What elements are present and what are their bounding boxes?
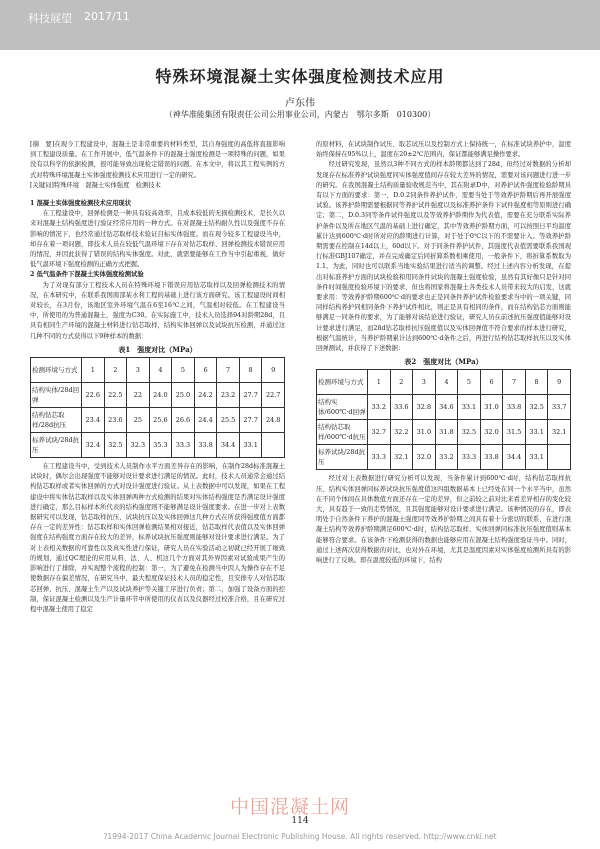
table-row (317, 420, 571, 445)
table-cell: 33.3 (458, 445, 481, 470)
table-row-label: 标养试块/28d抗压 (31, 433, 82, 458)
table-header-cell: 2 (390, 370, 413, 395)
table-row-label: 结构实体/28d回弹 (31, 383, 82, 408)
table-header-cell: 8 (239, 358, 262, 383)
table-header-cell: 4 (149, 358, 172, 383)
table-cell: 33.8 (503, 395, 526, 420)
table-cell: 33.3 (172, 433, 195, 458)
table-header-cell: 5 (458, 370, 481, 395)
table-header-row (317, 370, 571, 395)
table-cell: 32.5 (104, 433, 127, 458)
table-row (317, 395, 571, 420)
table-cell (262, 433, 285, 458)
table-cell: 35.3 (149, 433, 172, 458)
table-cell: 33.1 (458, 395, 481, 420)
table-header-cell: 7 (503, 370, 526, 395)
paragraph: 为了对现有部分工程技术人员在特殊环境下错误应用钻芯取样以及回弹检测技术的情况，在本研究中，在联系我国南部某水利工程的基础上进行该方面研究。该工程建设时间相对较长，在3月份，该地区室外环境气温在6至16℃之间，气温相对较低。在工程建设当中，所使用的为普通混凝土，强度为C30。在实际施工中，技术人员选择94对龄期28d，且具有相同生产环境的混凝土材料进行钻芯取样，结构实体回弹以及试块抗压检测，并通过这几种不同的方式获得以下9种样本的数据： (30, 281, 285, 340)
table1-caption: 表1 强度对比（MPa） (118, 344, 197, 354)
table-cell: 26.6 (172, 408, 195, 433)
table-cell: 33.7 (548, 395, 571, 420)
table-header-row (31, 358, 285, 383)
article-author: 卢东伟 (285, 98, 315, 109)
table-header-cell: 1 (82, 358, 105, 383)
table-cell: 33.2 (368, 395, 391, 420)
table2-caption: 表2 强度对比（MPa） (404, 357, 483, 367)
table-cell: 32.1 (390, 445, 413, 470)
table-header-cell: 2 (104, 358, 127, 383)
left-column (30, 140, 285, 615)
table-cell: 32.7 (368, 420, 391, 445)
table-cell: 25.0 (172, 383, 195, 408)
table-cell: 25.5 (217, 408, 240, 433)
right-column (316, 140, 571, 566)
table-cell: 33.8 (194, 433, 217, 458)
table-cell: 22 (127, 383, 150, 408)
table-cell: 31.0 (480, 395, 503, 420)
table-cell: 33.2 (435, 445, 458, 470)
table-cell: 32.5 (458, 420, 481, 445)
table2 (316, 369, 571, 470)
table-cell: 32.4 (82, 433, 105, 458)
table-cell: 23.2 (217, 383, 240, 408)
table-cell: 32.5 (525, 395, 548, 420)
paragraph: 经过对上表数据进行研究分析可以发现，当条件累计到600℃·d时，结构钻芯取样抗压、结构实体回弹同标养试块抗压强度值这四组数据基本上已经处在同一个水平当中，虽然在不同个体间在具体数值方面还存在一定的差异，但之前较之前对比来看差异相存的变化较大，具有趋于一致的走势情况，且其强度能够对设计要求进行满足。该种情况的存在，即表明处于自然条件下养护的混凝土强度同等效养护龄期之间具有着十分密切的联系，在进行混凝土结构等效养护龄期满足600℃·d时，结构钻芯取样、实体回弹同标准抗压强度值则基本能够符合要求。在该条件下检测获得的数据也能够应用在混凝土结构强度验证当中。同时，通过上述两次获得数据的对比，也对外在环境，尤其是温度因素对实体强度检测所具有的影响进行了反映。即在温度较低的环境下，结构 (316, 475, 571, 565)
table-cell: 33.3 (368, 445, 391, 470)
table-row-label: 结构钻芯取样/28d抗压 (31, 408, 82, 433)
paragraph: 在工程建设中，回弹检测是一种具有较高效率，且成本较低的无损检测技术，是长久以来对混凝土结构强度进行验证经常应用的一种方式。在对混凝土结构耐久性以及强度不存在影响的情况下，也经常通过钻芯取样技术验证目标实体强度。而在现今较多工程建设当中，却存在着一项问题，即技术人员在较低气温环境下存在对钻芯取样、回弹检测技术错误应用的情况，并因此获得了错误的结构实体强度。对此，就需要能够在工作当中引起重视，做好低气温环境下强度检测的正确方式把握。 (30, 210, 285, 269)
article-title: 特殊环境混凝土实体强度检测技术应用 (155, 67, 445, 86)
table-cell: 24.8 (262, 408, 285, 433)
table-cell: 32.1 (548, 420, 571, 445)
table-cell: 24.0 (149, 383, 172, 408)
table-cell: 33.1 (525, 445, 548, 470)
copyright-footer: ?1994-2017 China Academic Journal Electronic Publishing House. All rights reserved. http://www.cnki.net (103, 832, 497, 841)
table-header-cell: 9 (262, 358, 285, 383)
table-header-cell: 3 (413, 370, 436, 395)
table-cell: 27.7 (239, 408, 262, 433)
table-cell: 24.4 (194, 408, 217, 433)
journal-issue: 2017/11 (84, 10, 130, 23)
table-header-cell: 9 (548, 370, 571, 395)
table-cell: 33.1 (239, 433, 262, 458)
paragraph: 经过研究发现，虽然以3种不同方式的样本龄期都达到了28d，但经过对数据的分析却发现存在标准养护试块强度同实体强度值间存在较大差异的情况，需要对该问题进行进一步的研究。在我国混凝土结构质量验收规范当中，其在附录D中，对养护试件强度检验龄期具有以下方面的要求：第一，D.0.2同条件养护试件，需要当处于等效养护龄期后再开展强度试验。该养护龄期需要根据同等养护试件强度以及标准养护条件下试件强度相等原则进行确定；第二，D.0.3同等条件试件强度以及等效养护龄期作为代表值，需要在充分联系实际养护条件以及所在地区气温的基础上进行确定，其中等效养护龄期方面，可以按照日平均温度累计达到600℃·d时所对应的龄期进行计算，对于处于0℃以下的不需要计入。等效养护龄期需要在控制在14d以上，60d以下。对于同条件养护试件，其强度代表值需要联系我国现行标准GBJ107确定，并在完成确定后同折算系数相乘使用，一般条件下，将折算系数取为1.1。为此，同时也可以联系当地实验结果进行适当的调整。经过上述内容分析发现，在提出对标准养护方面的试块检验和用同条件试块的混凝土强度检验，虽然有其好像只是针对同条件时间强度检验环境下的要求，但也将国家将混凝土各类技术人员带来较大的启发，这就要求用：等效养护龄期600℃·d的要求也正是同条件养护试件检验要求当中的一项关键，同同样结构养护同相同条件下养护试件相比，则正是具有相同的条件，而在结构钻芯方面则能够满足一同条件的要求，为了能够对该结论进行验证，研究人员在前述抗压强度值能够对设计要求进行满足，而28d钻芯取样抗压强度值以及实体回弹值不符合要求的样本进行研究，根据气温统计，当养护龄期累计达到600℃·d条件之后，再进行结构钻芯取样抗压以及实体回弹测试，并获得了下述数据： (316, 161, 571, 353)
table-header-cell: 6 (480, 370, 503, 395)
journal-name: 科技展望 (28, 12, 72, 25)
table-header-cell: 3 (127, 358, 150, 383)
table-cell: 23.6 (104, 408, 127, 433)
section-heading: 1 混凝土实体强度检测技术应用现状 (30, 200, 132, 208)
table-cell: 32.2 (390, 420, 413, 445)
watermark-text: 中国混凝土网 (230, 796, 351, 818)
table-header-cell: 5 (172, 358, 195, 383)
table-row-label: 标养试块/28d抗压 (317, 445, 368, 470)
table-cell: 22.5 (104, 383, 127, 408)
table-header-cell: 6 (194, 358, 217, 383)
journal-header-band (0, 0, 600, 50)
table-row (31, 408, 285, 433)
table-header-cell: 7 (217, 358, 240, 383)
abstract: [摘 要]在现今工程建设中，混凝土是非常重要的材料类型，其自身强度的高低将直接影响到工程建设质量。在工作开展中，低气温条件下的混凝土强度检测是一项特殊的问题，如果没有以科学的依据检测，很可能导致出现检定错误的问题。在本文中，将以其工程实例的方式对特殊环境混凝土实体强度检测技术应用进行一定的研究。 (30, 141, 285, 179)
table1 (30, 357, 285, 458)
table-cell: 25 (127, 408, 150, 433)
table-row (31, 433, 285, 458)
table-row (31, 383, 285, 408)
table-cell: 32.0 (480, 420, 503, 445)
table-cell: 33.6 (390, 395, 413, 420)
table-cell: 23.4 (82, 408, 105, 433)
table-cell: 33.1 (525, 420, 548, 445)
table-header-cell: 检测环境与方式 (31, 358, 82, 383)
paragraph: 在工程建设当中，受到技术人员制作水平方面差异存在的影响，在制作28d标准混凝土试块时，偶尔会出现强度不能够对设计要求进行满足的情况。此时，技术人员通常会通过结构钻芯取样或者实体回弹的方式对设计强度进行验证。从上表数据中可以发现，如果在工程建设中将实体钻芯取样以及实体回弹两种方式检测的结果对实体结构强度是否满足设计强度进行确定，那么目标样本所代表的结构强度则不能够满足设计强度要求。在进一步对上表数据研究可以发现，钻芯取样抗压、试块抗压以及实体回弹这几种方式在所获得强度值方面都存在一定的差异性：钻芯取样和实体回弹检测结果相对接近，钻芯取样代表值以及实体回弹强度在结构强度方面存在较大的差异，标养试块抗压强度则能够对设计要求进行满足。为了对上表相关数据的可靠性以及真实性进行保证，研究人员在实验活动之初就已经开展了细致的规划，通过QC理论的应用从料、法、人、机这几个方面对其外界因素对试验成果产生的影响进行了排除，并实现整个流程的控制：第一，为了避免在检测当中因人为操作存在不足使数据存在偏差情况，在研究当中，最大程度保证技术人员的稳定性，且安排专人对钻芯取芯回弹、抗压、混凝土生产以及试块养护等关键工序进行负责；第二，加强了设备方面的控制，保证混凝土检测以及生产计量环节中所使用的仪表以及仪器经过校准合格，且在研究过程中混凝土使用了稳定 (30, 463, 285, 613)
table-cell: 32.8 (413, 395, 436, 420)
section-heading: 2 低气温条件下混凝土实体强度检测试验 (30, 271, 144, 279)
table-header-cell: 8 (525, 370, 548, 395)
table-cell: 22.6 (82, 383, 105, 408)
table-row (317, 445, 571, 470)
table-header-cell: 检测环境与方式 (317, 370, 368, 395)
table-row-label: 结构钻芯取样/600℃·d抗压 (317, 420, 368, 445)
table-cell: 34.4 (217, 433, 240, 458)
table-cell: 31.5 (503, 420, 526, 445)
table-cell: 27.7 (239, 383, 262, 408)
table-row-label: 结构实体/600℃·d回弹 (317, 395, 368, 420)
table-cell (548, 445, 571, 470)
table-cell: 31.8 (435, 420, 458, 445)
table-cell: 32.0 (413, 445, 436, 470)
paragraph: 的原材料，在试块制作试压、取芯试压以及控制方式上保持统一，在标准试块养护中，温度始终保持在95%以上，温度在20±2℃范围内，保证都能够满足操作要求。 (316, 141, 571, 159)
table-cell: 31.0 (413, 420, 436, 445)
page-number: 114 (291, 816, 309, 826)
keywords: [关键词]特殊环境 混凝土实体强度 检测技术 (30, 181, 161, 189)
table-cell: 22.7 (262, 383, 285, 408)
table-header-cell: 4 (435, 370, 458, 395)
table-cell: 24.2 (194, 383, 217, 408)
table-cell: 34.6 (435, 395, 458, 420)
table-cell: 33.8 (480, 445, 503, 470)
table-header-cell: 1 (368, 370, 391, 395)
author-affiliation: （神华准能集团有限责任公司公用事业公司，内蒙古 鄂尔多斯 010300） (164, 110, 436, 119)
table-cell: 34.4 (503, 445, 526, 470)
table-cell: 25.6 (149, 408, 172, 433)
table-cell: 32.3 (127, 433, 150, 458)
